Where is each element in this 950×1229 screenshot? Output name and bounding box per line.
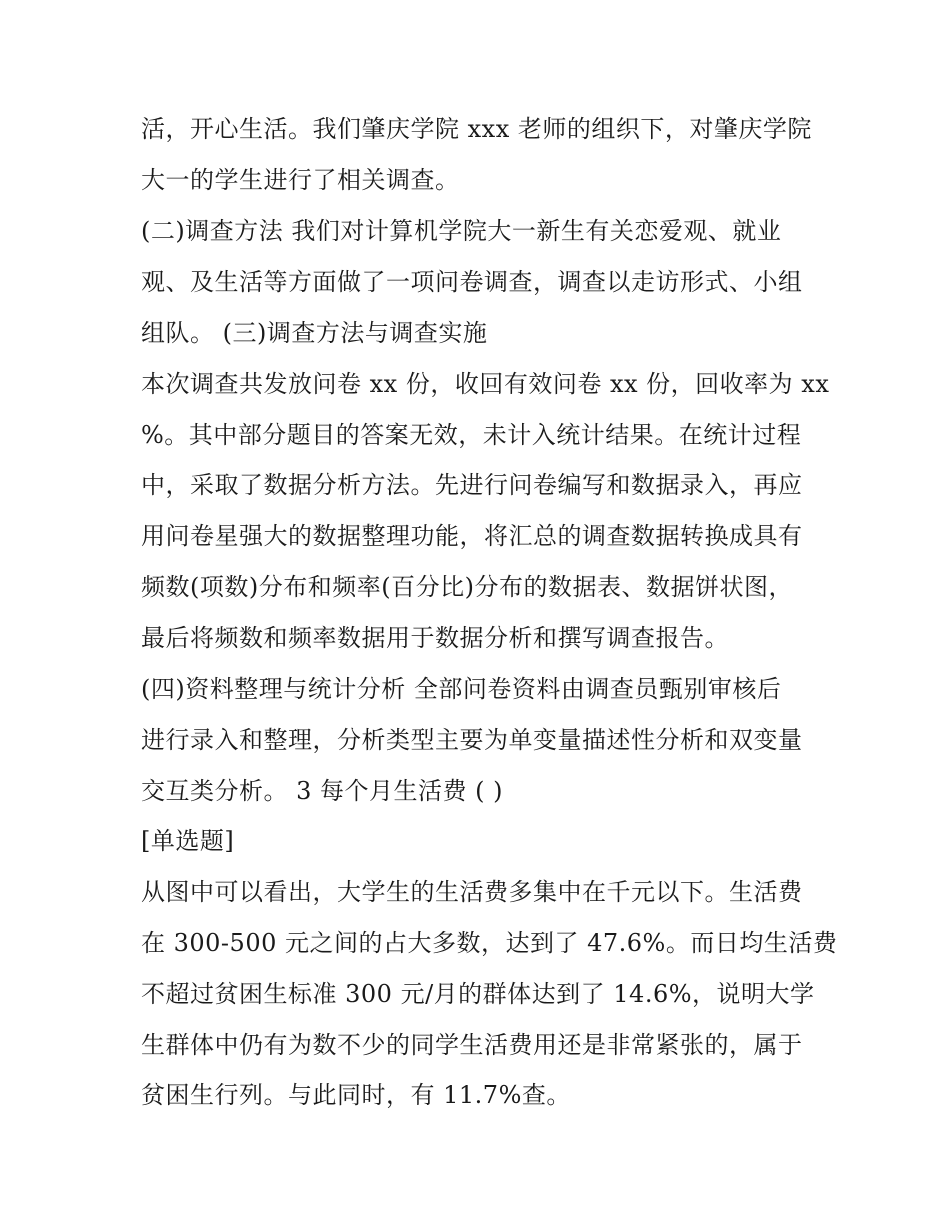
text-line-1: 活，开心生活。我们肇庆学院 xxx 老师的组织下，对肇庆学院 [141,115,812,143]
text-line-6: 本次调查共发放问卷 xx 份，收回有效问卷 xx 份，回收率为 xx [141,370,830,398]
text-line-9: 用问卷星强大的数据整理功能，将汇总的调查数据转换成具有 [141,522,803,550]
text-line-19: 生群体中仍有为数不少的同学生活费用还是非常紧张的，属于 [141,1031,803,1059]
text-line-18: 不超过贫困生标准 300 元/月的群体达到了 14.6%，说明大学 [141,980,815,1008]
text-line-20: 贫困生行列。与此同时，有 11.7%查。 [141,1081,571,1109]
text-line-8: 中，采取了数据分析方法。先进行问卷编写和数据录入，再应 [141,471,803,499]
text-line-13: 进行录入和整理，分析类型主要为单变量描述性分析和双变量 [141,726,803,754]
text-line-11: 最后将频数和频率数据用于数据分析和撰写调查报告。 [141,624,729,652]
text-line-16: 从图中可以看出，大学生的生活费多集中在千元以下。生活费 [141,878,803,906]
text-line-14: 交互类分析。 3 每个月生活费 ( ) [141,777,504,805]
text-line-4: 观、及生活等方面做了一项问卷调查，调查以走访形式、小组 [141,268,803,296]
text-line-7: %。其中部分题目的答案无效，未计入统计结果。在统计过程 [141,421,802,449]
question-type-label: [单选题] [141,827,235,855]
section-heading-analysis: (四)资料整理与统计分析 全部问卷资料由调查员甄别审核后 [141,675,782,703]
text-line-5: 组队。 (三)调查方法与调查实施 [141,319,488,347]
text-line-2: 大一的学生进行了相关调查。 [141,166,460,194]
section-heading-methods: (二)调查方法 我们对计算机学院大一新生有关恋爱观、就业 [141,217,782,245]
text-line-10: 频数(项数)分布和频率(百分比)分布的数据表、数据饼状图， [141,573,793,601]
text-line-17: 在 300-500 元之间的占大多数，达到了 47.6%。而日均生活费 [141,929,838,957]
